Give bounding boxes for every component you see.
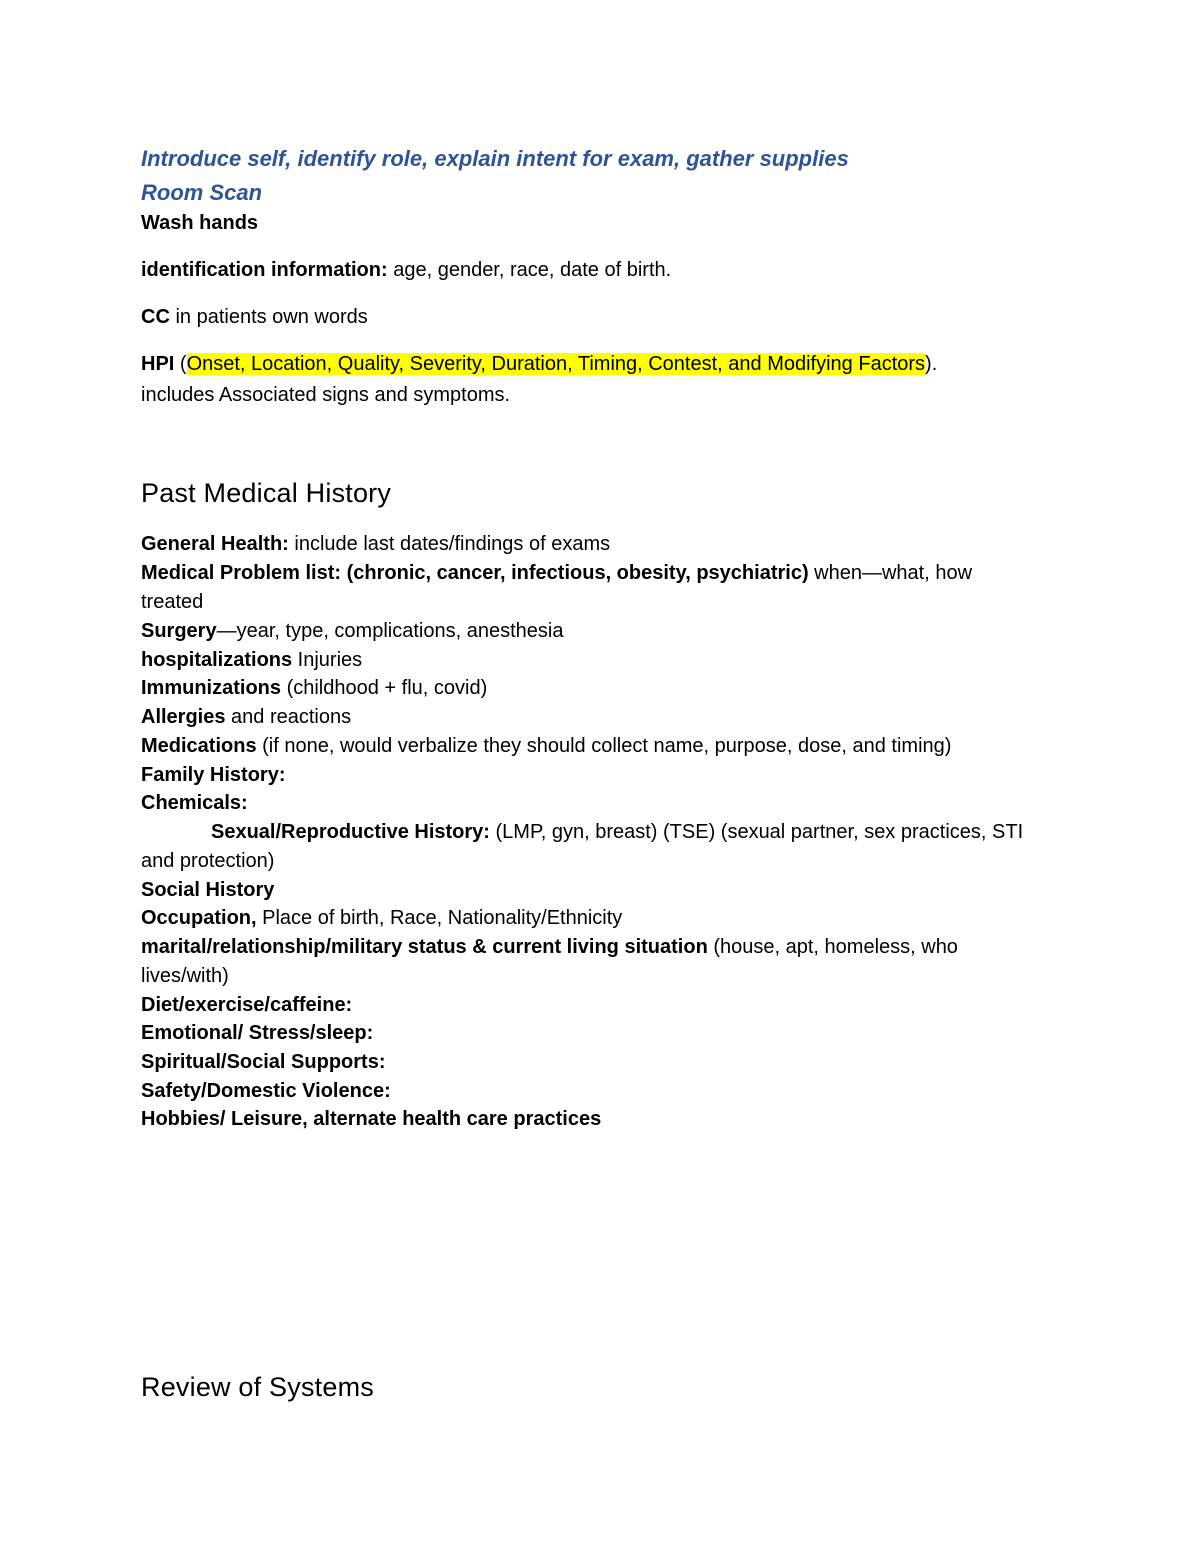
occupation-line (141, 904, 622, 933)
identification-label: identification information: (141, 259, 388, 281)
medical-problem-text: when—what, how (808, 562, 973, 584)
chemicals-label: Chemicals: (141, 792, 248, 814)
medications-text: (if none, would verbalize they should collect name, purpose, dose, and timing) (256, 735, 952, 757)
immunizations-label: Immunizations (141, 677, 282, 699)
medications-label: Medications (141, 735, 257, 757)
marital-text: (house, apt, homeless, who (707, 936, 958, 958)
sexual-history-line (141, 818, 1023, 847)
hospitalizations-label: hospitalizations (141, 649, 293, 671)
diet-label: Diet/exercise/caffeine: (141, 994, 353, 1016)
intro-line-1: Introduce self, identify role, explain intent for exam, gather supplies (141, 146, 849, 171)
intro-line-2: Room Scan (141, 180, 263, 205)
hospitalizations-text: Injuries (292, 649, 363, 671)
hospitalizations-line (141, 646, 362, 675)
hobbies-line (141, 1105, 601, 1134)
immunizations-line (141, 674, 487, 703)
identification-text: age, gender, race, date of birth. (387, 259, 672, 281)
allergies-text: and reactions (225, 706, 352, 728)
cc-label: CC (141, 306, 170, 328)
hobbies-label: Hobbies/ Leisure, alternate health care practices (141, 1108, 602, 1130)
occupation-text: Place of birth, Race, Nationality/Ethnicity (256, 907, 623, 929)
sexual-history-label: Sexual/Reproductive History: (211, 821, 490, 843)
sexual-history-cont: and protection) (141, 850, 275, 872)
marital-cont: lives/with) (141, 965, 229, 987)
surgery-line (141, 617, 563, 646)
medical-problem-line (141, 559, 972, 588)
hpi-close: ). (925, 353, 938, 375)
chemicals-line (141, 789, 248, 818)
family-history-label: Family History: (141, 764, 286, 786)
allergies-label: Allergies (141, 706, 226, 728)
wash-hands-label: Wash hands (141, 212, 259, 234)
general-health-line (141, 530, 610, 559)
identification-line (141, 256, 671, 285)
cc-line (141, 303, 368, 332)
sexual-history-text: (LMP, gyn, breast) (TSE) (sexual partner, sex practices, STI (489, 821, 1024, 843)
surgery-text: —year, type, complications, anesthesia (216, 620, 564, 642)
marital-line (141, 933, 958, 962)
medications-line (141, 732, 951, 761)
general-health-text: include last dates/findings of exams (288, 533, 611, 555)
hpi-open: ( (174, 353, 187, 375)
cc-text: in patients own words (169, 306, 368, 328)
emotional-label: Emotional/ Stress/sleep: (141, 1022, 374, 1044)
allergies-line (141, 703, 351, 732)
emotional-line (141, 1019, 373, 1048)
medical-problem-label: Medical Problem list: (chronic, cancer, infectious, obesity, psychiatric) (141, 562, 809, 584)
social-history-label: Social History (141, 879, 275, 901)
medical-problem-cont: treated (141, 591, 204, 613)
immunizations-text: (childhood + flu, covid) (281, 677, 488, 699)
diet-line (141, 991, 352, 1020)
safety-label: Safety/Domestic Violence: (141, 1080, 391, 1102)
family-history-line (141, 761, 285, 790)
past-medical-history-heading: Past Medical History (141, 478, 392, 508)
spiritual-label: Spiritual/Social Supports: (141, 1051, 386, 1073)
review-of-systems-heading: Review of Systems (141, 1372, 374, 1402)
wash-hands-line (141, 209, 258, 238)
hpi-highlighted-text: Onset, Location, Quality, Severity, Duration, Timing, Contest, and Modifying Factors (186, 353, 926, 375)
hpi-label: HPI (141, 353, 175, 375)
hpi-line-2: includes Associated signs and symptoms. (141, 384, 511, 406)
spiritual-line (141, 1048, 385, 1077)
social-history-line (141, 876, 274, 905)
hpi-line (141, 350, 937, 379)
safety-line (141, 1077, 391, 1106)
marital-label: marital/relationship/military status & current living situation (141, 936, 708, 958)
surgery-label: Surgery (141, 620, 217, 642)
general-health-label: General Health: (141, 533, 289, 555)
occupation-label: Occupation, (141, 907, 257, 929)
